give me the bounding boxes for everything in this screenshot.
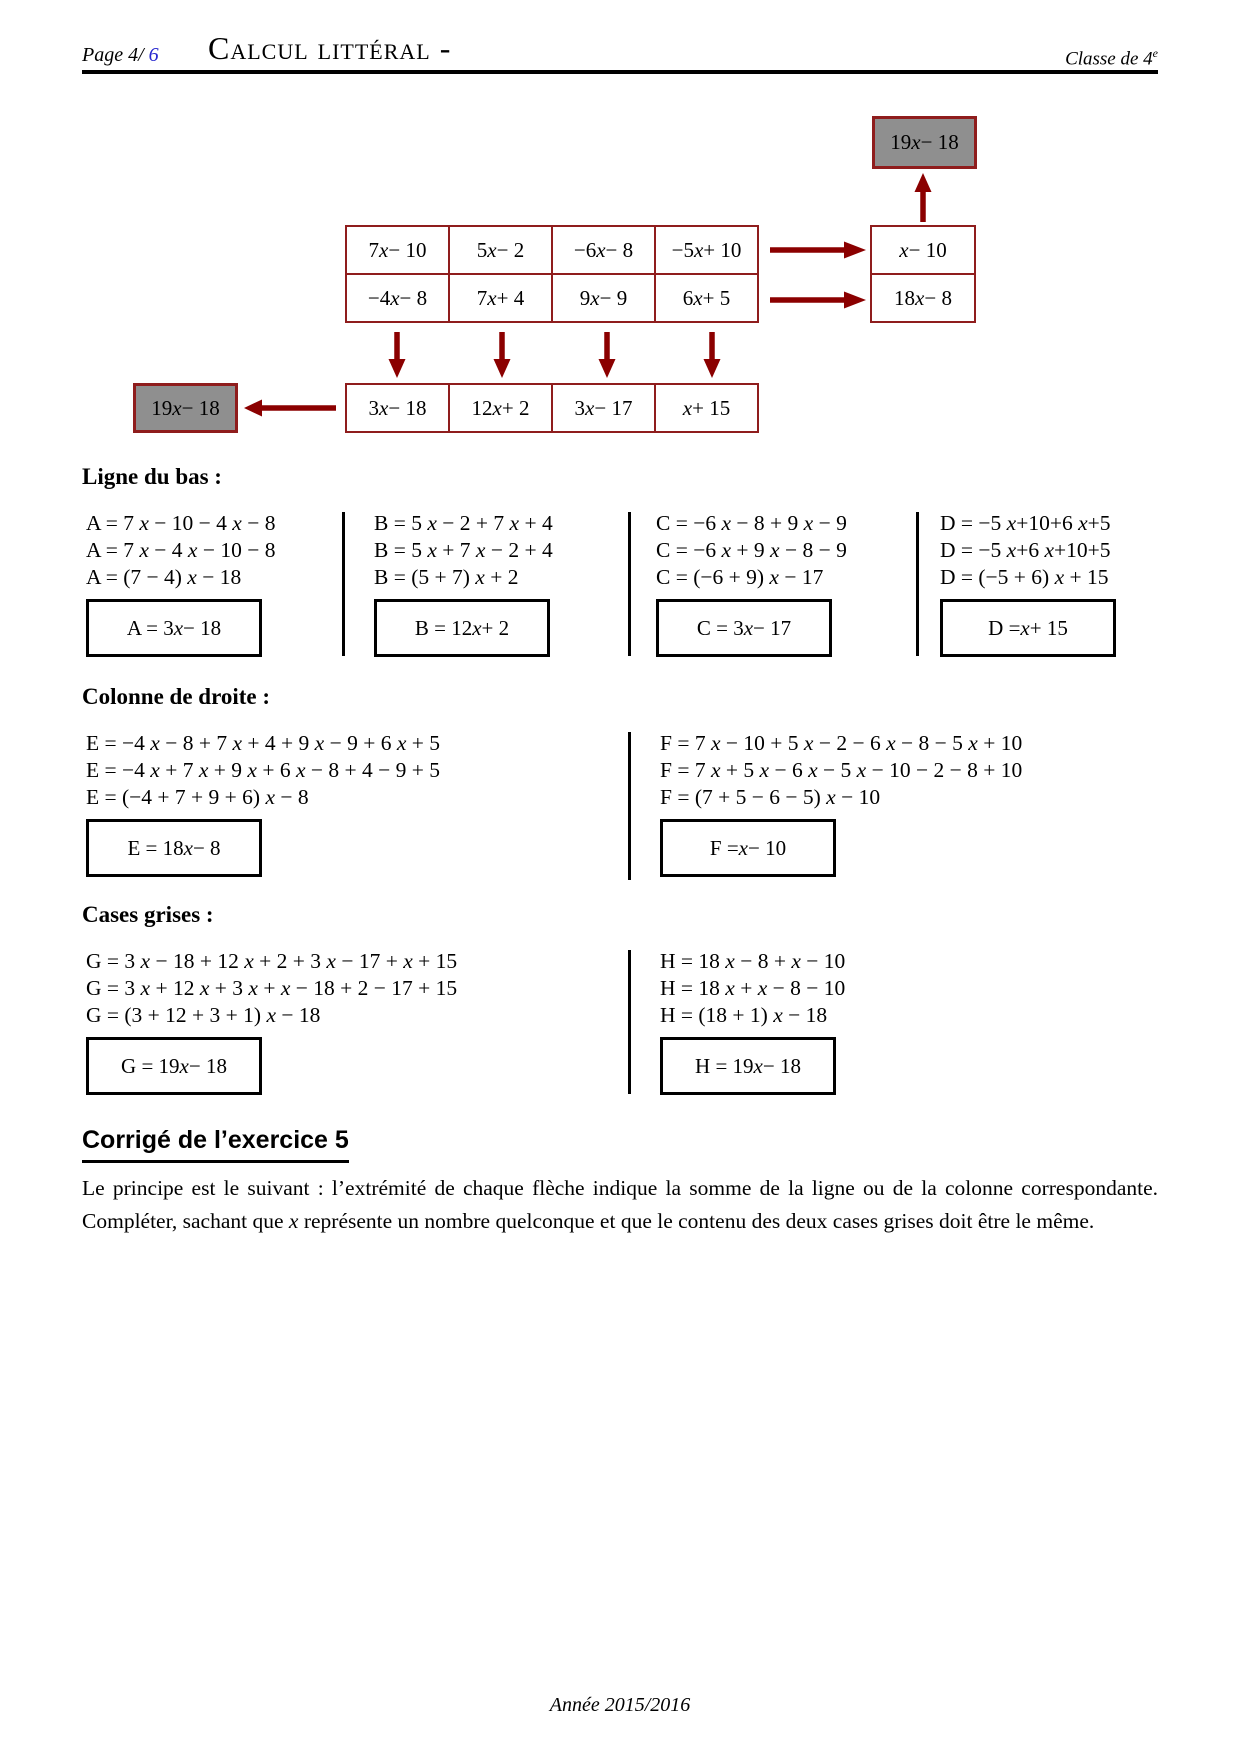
class-label-text: Classe de 4 — [1065, 48, 1153, 70]
class-label — [1065, 46, 1158, 70]
column-separator — [628, 732, 631, 880]
math-line: F = 7 x − 10 + 5 x − 2 − 6 x − 8 − 5 x + 10 — [660, 731, 1023, 755]
expr-cell: 5 x − 2 — [448, 225, 553, 275]
grid-row-bottom — [345, 273, 759, 323]
expr-cell: 12 x + 2 — [448, 383, 553, 433]
math-line: H = 18 x − 8 + x − 10 — [660, 949, 846, 973]
math-line: B = (5 + 7) x + 2 — [374, 565, 519, 589]
gray-box-top: 19 x − 18 — [872, 116, 977, 169]
class-label-superscript: e — [1152, 46, 1158, 60]
math-line: G = (3 + 12 + 3 + 1) x − 18 — [86, 1003, 321, 1027]
expr-cell: x + 15 — [654, 383, 759, 433]
math-line: A = (7 − 4) x − 18 — [86, 565, 242, 589]
total-pages-link[interactable]: 6 — [148, 44, 159, 66]
gray-box-left: 19 x − 18 — [133, 383, 238, 433]
derivation-column-G — [86, 948, 457, 1095]
derivation-column-E — [86, 730, 440, 877]
math-line: H = (18 + 1) x − 18 — [660, 1003, 828, 1027]
expr-cell: 3 x − 17 — [551, 383, 656, 433]
derivation-column-B — [374, 510, 553, 657]
math-line: A = 7 x − 10 − 4 x − 8 — [86, 511, 276, 535]
derivation-column-D — [940, 510, 1116, 657]
column-separator — [628, 512, 631, 656]
math-line: B = 5 x − 2 + 7 x + 4 — [374, 511, 553, 535]
exercise-5-statement: Le principe est le suivant : l’extrémité de chaque flèche indique la somme de la ligne ou de la colonne correspondante. Compléter, sachant que x représente un nombre quelconque et que le contenu des deux cases grises doit être le même. — [82, 1176, 1158, 1233]
math-line: E = −4 x + 7 x + 9 x + 6 x − 8 + 4 − 9 + 5 — [86, 758, 441, 782]
arrow-down-icon — [491, 332, 513, 378]
math-line: E = (−4 + 7 + 9 + 6) x − 8 — [86, 785, 309, 809]
derivation-column-C — [656, 510, 847, 657]
derivation-column-A — [86, 510, 275, 657]
math-line: E = −4 x − 8 + 7 x + 4 + 9 x − 9 + 6 x + 5 — [86, 731, 441, 755]
arrow-right-icon — [770, 239, 866, 261]
document-title: Calcul littéral - — [208, 30, 452, 66]
expr-cell: 7 x − 10 — [345, 225, 450, 275]
math-line: C = (−6 + 9) x − 17 — [656, 565, 824, 589]
math-line: G = 3 x + 12 x + 3 x + x − 18 + 2 − 17 + 15 — [86, 976, 458, 1000]
math-line: G = 3 x − 18 + 12 x + 2 + 3 x − 17 + x + 15 — [86, 949, 458, 973]
arrow-right-icon — [770, 289, 866, 311]
result-box-H: H = 19 x − 18 — [660, 1037, 836, 1095]
section-heading-colonne-de-droite: Colonne de droite : — [82, 684, 271, 709]
derivation-column-H — [660, 948, 845, 1095]
math-line: F = (7 + 5 − 6 − 5) x − 10 — [660, 785, 881, 809]
expr-cell: −6 x − 8 — [551, 225, 656, 275]
arrow-up-icon — [912, 173, 934, 222]
expr-cell: 9 x − 9 — [551, 273, 656, 323]
math-line: A = 7 x − 4 x − 10 − 8 — [86, 538, 276, 562]
expr-cell: 6 x + 5 — [654, 273, 759, 323]
math-line: C = −6 x + 9 x − 8 − 9 — [656, 538, 847, 562]
arrow-down-icon — [701, 332, 723, 378]
derivation-column-F — [660, 730, 1022, 877]
header-rule — [82, 70, 1158, 74]
result-box-D: D = x + 15 — [940, 599, 1116, 657]
math-line: D = −5 x+10+6 x+5 — [940, 511, 1111, 535]
expr-cell-right: 18 x − 8 — [870, 273, 976, 323]
result-box-C: C = 3 x − 17 — [656, 599, 832, 657]
math-line: D = −5 x+6 x+10+5 — [940, 538, 1111, 562]
footer-school-year: Année 2015/2016 — [549, 1694, 691, 1716]
expr-cell-right: x − 10 — [870, 225, 976, 275]
math-line: B = 5 x + 7 x − 2 + 4 — [374, 538, 553, 562]
expr-cell: 7 x + 4 — [448, 273, 553, 323]
math-line: H = 18 x + x − 8 − 10 — [660, 976, 846, 1000]
grid-row-top — [345, 225, 759, 275]
math-line: D = (−5 + 6) x + 15 — [940, 565, 1109, 589]
column-separator — [342, 512, 345, 656]
arrow-left-icon — [244, 397, 336, 419]
arrow-down-icon — [386, 332, 408, 378]
result-box-E: E = 18 x − 8 — [86, 819, 262, 877]
page-indicator — [82, 44, 159, 67]
column-separator — [916, 512, 919, 656]
section-heading-cases-grises: Cases grises : — [82, 902, 214, 927]
sum-row — [345, 383, 759, 433]
expr-cell: −4 x − 8 — [345, 273, 450, 323]
result-box-F: F = x − 10 — [660, 819, 836, 877]
section-heading-ligne-du-bas: Ligne du bas : — [82, 464, 222, 489]
result-box-B: B = 12 x + 2 — [374, 599, 550, 657]
arrow-down-icon — [596, 332, 618, 378]
expr-cell: 3 x − 18 — [345, 383, 450, 433]
result-box-G: G = 19 x − 18 — [86, 1037, 262, 1095]
result-box-A: A = 3 x − 18 — [86, 599, 262, 657]
expr-cell: −5 x + 10 — [654, 225, 759, 275]
page-label: Page 4/ — [82, 44, 149, 66]
exercise-5-heading: Corrigé de l’exercice 5 — [82, 1126, 349, 1163]
math-line: F = 7 x + 5 x − 6 x − 5 x − 10 − 2 − 8 + 10 — [660, 758, 1023, 782]
column-separator — [628, 950, 631, 1094]
math-line: C = −6 x − 8 + 9 x − 9 — [656, 511, 847, 535]
